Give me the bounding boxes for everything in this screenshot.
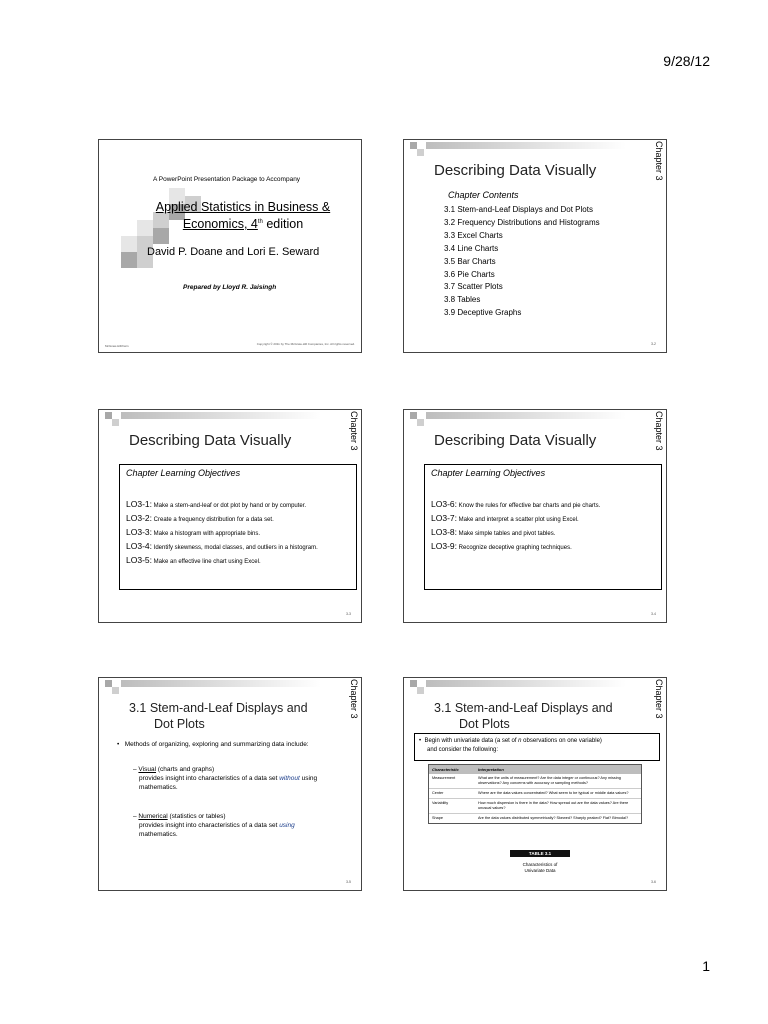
slide-5 xyxy=(98,677,362,891)
package-text: A PowerPoint Presentation Package to Accompany xyxy=(153,176,301,183)
prepared-by: Prepared by Lloyd R. Jaisingh xyxy=(183,284,277,291)
objectives-label: Chapter Learning Objectives xyxy=(431,468,546,478)
chapter-label: Chapter 3 xyxy=(654,679,664,719)
objective-item: LO3-8: Make simple tables and pivot tables. xyxy=(431,527,556,537)
header-gradient xyxy=(426,412,626,419)
visual-item: – Visual (charts and graphs) provides insight into characteristics of a data set without using mathematics. xyxy=(133,766,318,791)
list-item: 3.7 Scatter Plots xyxy=(444,282,503,292)
intro-box: • Begin with univariate data (a set of n observations on one variable) and consider the following: xyxy=(414,733,660,761)
objective-item: LO3-5: Make an effective line chart using Excel. xyxy=(126,555,261,565)
authors: David P. Doane and Lori E. Seward xyxy=(147,246,320,258)
objective-item: LO3-6: Know the rules for effective bar charts and pie charts. xyxy=(431,499,601,509)
table-row: Measurement What are the units of measurement? Are the data integer or continuous? Any missing observations? Any concerns with accuracy or sampling methods? xyxy=(429,774,641,789)
chapter-label: Chapter 3 xyxy=(349,411,359,451)
list-item: 3.9 Deceptive Graphs xyxy=(444,308,522,318)
book-title: Applied Statistics in Business & Economics, 4th edition xyxy=(155,200,331,232)
slide-title: Describing Data Visually xyxy=(129,432,292,449)
objectives-box xyxy=(424,464,662,590)
list-item: 3.6 Pie Charts xyxy=(444,269,495,279)
slide-number: 3-5 xyxy=(345,880,351,884)
objective-item: LO3-2: Create a frequency distribution for a data set. xyxy=(126,513,274,523)
objective-item: LO3-9: Recognize deceptive graphing techniques. xyxy=(431,541,572,551)
list-item: 3.8 Tables xyxy=(444,295,481,305)
table-row: Variability How much dispersion is there in the data? How spread out are the data values? Are there unusual values? xyxy=(429,799,641,814)
list-item: 3.2 Frequency Distributions and Histograms xyxy=(444,217,600,227)
slide-number: 3-6 xyxy=(650,880,656,884)
table-row: Shape Are the data values distributed symmetrically? Skewed? Sharply peaked? Flat? Bimodal? xyxy=(432,816,629,820)
objectives-label: Chapter Learning Objectives xyxy=(126,468,241,478)
slide-6 xyxy=(403,677,667,891)
objective-item: LO3-3: Make a histogram with appropriate bins. xyxy=(126,527,261,537)
slide-2 xyxy=(403,139,667,353)
slide-4 xyxy=(403,409,667,623)
table-label: TABLE 3.1 xyxy=(510,850,570,857)
table-header: Characteristic Interpretation xyxy=(429,765,641,774)
slide-title: 3.1 Stem-and-Leaf Displays and Dot Plots xyxy=(129,701,308,731)
slide-number: 3-3 xyxy=(345,612,351,616)
slide-number: 3-4 xyxy=(650,612,656,616)
objectives-box xyxy=(119,464,357,590)
slide-title: 3.1 Stem-and-Leaf Displays and Dot Plots xyxy=(434,701,613,731)
print-date: 9/28/12 xyxy=(663,53,710,69)
publisher: McGraw-Hill/Irwin xyxy=(105,344,129,348)
slide-title: Describing Data Visually xyxy=(434,432,597,449)
chapter-label: Chapter 3 xyxy=(654,411,664,451)
characteristics-table xyxy=(428,764,642,824)
chapter-label: Chapter 3 xyxy=(349,679,359,719)
copyright: Copyright © 2011 by The McGraw-Hill Companies, Inc. All rights reserved. xyxy=(256,342,355,346)
header-gradient xyxy=(426,680,626,687)
chapter-label: Chapter 3 xyxy=(654,141,664,181)
objective-item: LO3-7: Make and interpret a scatter plot using Excel. xyxy=(431,513,579,523)
contents-label: Chapter Contents xyxy=(448,190,519,200)
bullet-point: • Methods of organizing, exploring and summarizing data include: xyxy=(117,741,309,748)
list-item: 3.4 Line Charts xyxy=(444,243,499,253)
table-row: Center Where are the data values concentrated? What seem to be typical or middle data values? xyxy=(429,789,641,799)
page-number: 1 xyxy=(702,958,710,974)
header-gradient xyxy=(426,142,626,149)
slide-3 xyxy=(98,409,362,623)
header-gradient xyxy=(121,412,321,419)
slide-1 xyxy=(98,139,362,353)
list-item: 3.1 Stem-and-Leaf Displays and Dot Plots xyxy=(444,205,593,214)
objective-item: LO3-4: Identify skewness, modal classes, and outliers in a histogram. xyxy=(126,541,318,551)
objective-item: LO3-1: Make a stem-and-leaf or dot plot by hand or by computer. xyxy=(126,499,307,509)
table-caption: Characteristics of Univariate Data xyxy=(522,862,558,873)
list-item: 3.5 Bar Charts xyxy=(444,256,496,266)
numerical-item: – Numerical (statistics or tables) provides insight into characteristics of a data set using mathematics. xyxy=(133,813,295,838)
slide-number: 3-2 xyxy=(650,342,656,346)
contents-list xyxy=(444,204,600,320)
list-item: 3.3 Excel Charts xyxy=(444,230,503,240)
header-gradient xyxy=(121,680,321,687)
slide-title: Describing Data Visually xyxy=(434,162,597,179)
